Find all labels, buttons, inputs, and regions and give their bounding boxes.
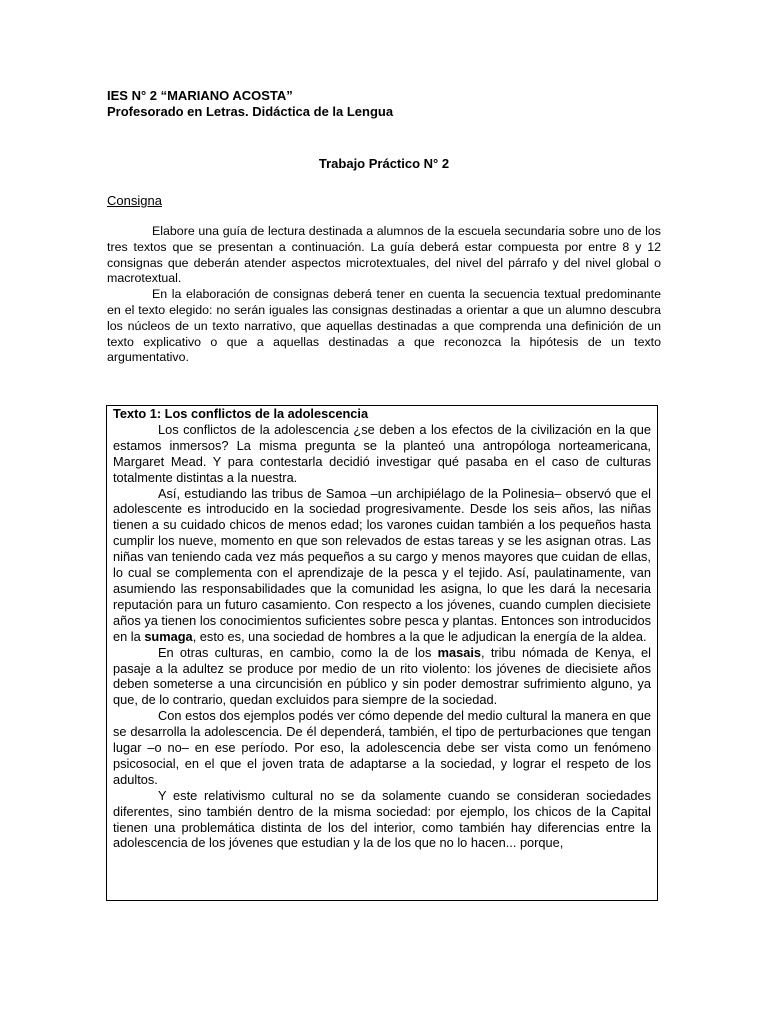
bold-term: masais [437,644,482,660]
assignment-instructions [107,224,661,366]
text1-paragraph [113,486,651,645]
program-name: Profesorado en Letras. Didáctica de la Lengua [107,104,394,119]
text1-paragraph: Y este relativismo cultural no se da solamente cuando se consideran sociedades diferentes, sino también dentro de la misma sociedad: por ejemplo, los chicos de la Capital tienen una problemática distinta de los del interior, como también hay diferencias entre la adolescencia de los jóvenes que estudian y la de los que no lo hacen... porque, [113,787,651,851]
document-page [107,88,661,366]
text-span: Así, estudiando las tribus de Samoa –un archipiélago de la Polinesia– observó que el adolescente es introducido en la sociedad progresivamente. Desde los seis años, las niñas tienen a su cuidado chicos de menos edad; los varones cuidan también a los pequeños hasta cumplir los nueve, momento en que son relevados de estas tareas y se les asignan otras. Las niñas van teniendo cada vez más pequeños a su cargo y menos mayores que cuidan de ellas, lo cual se complementa con el aprendizaje de la pesca y el tejido. Así, paulatinamente, van asumiendo las responsabilidades que la comunidad les asigna, lo que les dará la necesaria reputación para un futuro casamiento. Con respecto a los jóvenes, cuando cumplen diecisiete años ya tienen los conocimientos suficientes sobre pesca y plantas. Entonces son introducidos en la [113,485,651,644]
text-span: En otras culturas, en cambio, como la de los [158,644,438,660]
text1-paragraph: Los conflictos de la adolescencia ¿se deben a los efectos de la civilización en la que estamos inmersos? La misma pregunta se la planteó una antropóloga norteamericana, Margaret Mead. Y para contestarla decidió investigar qué pasaba en el caso de culturas totalmente distintas a la nuestra. [113,421,651,485]
text1-box [106,405,658,901]
institution-name: IES N° 2 “MARIANO ACOSTA” [107,88,293,103]
instruction-paragraph: Elabore una guía de lectura destinada a alumnos de la escuela secundaria sobre uno de los tres textos que se presentan a continuación. La guía deberá estar compuesta por entre 8 y 12 consignas que deberán atender aspectos microtextuales, del nivel del párrafo y del nivel global o macrotextual. [107,224,661,286]
text-span: , esto es, una sociedad de hombres a la que le adjudican la energía de la aldea. [192,628,647,644]
text1-paragraph [113,645,651,709]
bold-term: sumaga [144,628,193,644]
section-label: Consigna [107,193,162,208]
text-span: , tribu nómada de Kenya, el pasaje a la adultez se produce por medio de un rito violento: los jóvenes de diecisiete años deben someterse a una circuncisión en público y sin poder demostrar sufrimiento alguno, ya que, de lo contrario, quedan excluidos para siempre de la sociedad. [113,644,651,708]
assignment-title: Trabajo Práctico N° 2 [318,156,450,171]
instruction-paragraph: En la elaboración de consignas deberá tener en cuenta la secuencia textual predominante en el texto elegido: no serán iguales las consignas destinadas a orientar a que un alumno descubra los núcleos de un texto narrativo, que aquellas destinadas a que comprenda una definición de un texto explicativo o que a aquellas destinadas a que reconozca la hipótesis de un texto argumentativo. [107,287,661,365]
text1-paragraph: Con estos dos ejemplos podés ver cómo depende del medio cultural la manera en que se desarrolla la adolescencia. De él dependerá, también, el tipo de perturbaciones que tengan lugar –o no– en ese período. Por eso, la adolescencia debe ser vista como un fenómeno psicosocial, en el que el joven trata de adaptarse a la sociedad, y lograr el respeto de los adultos. [113,708,651,787]
text1-title: Texto 1: Los conflictos de la adolescencia [113,406,369,421]
